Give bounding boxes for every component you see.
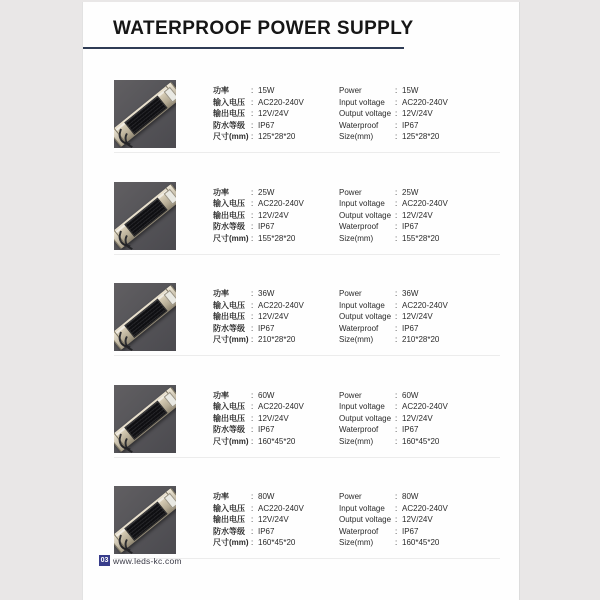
spec-row [213, 300, 304, 312]
spec-value: IP67 [258, 526, 275, 536]
spec-row [213, 120, 304, 132]
spec-value: 160*45*20 [258, 538, 296, 548]
spec-label: Waterproof [339, 222, 379, 232]
spec-label: 防水等级 [213, 120, 245, 130]
product-block [83, 385, 519, 487]
spec-colon: : [395, 289, 398, 298]
device-spec-label [124, 96, 168, 136]
spec-value: 12V/24V [402, 210, 433, 220]
spec-row [339, 198, 448, 210]
spec-colon: : [251, 300, 254, 310]
spec-column-english [339, 390, 448, 448]
spec-colon: : [251, 515, 254, 525]
spec-label: 输入电压 [213, 97, 245, 107]
device-spec-label [124, 400, 168, 440]
spec-label: Output voltage [339, 312, 392, 322]
spec-colon: : [395, 132, 398, 142]
spec-label: Input voltage [339, 402, 385, 412]
spec-label: Power [339, 86, 362, 95]
spec-colon: : [395, 526, 398, 536]
spec-value: IP67 [258, 120, 275, 130]
spec-colon: : [251, 199, 254, 209]
spec-value: 12V/24V [258, 210, 289, 220]
spec-colon: : [395, 436, 398, 446]
spec-row [339, 390, 448, 402]
spec-value: AC220-240V [258, 199, 304, 209]
spec-label: Waterproof [339, 120, 379, 130]
catalog-page [82, 2, 520, 600]
spec-label: 输出电压 [213, 109, 245, 119]
spec-value: IP67 [402, 323, 419, 333]
spec-label: 输入电压 [213, 503, 245, 513]
spec-row [213, 514, 304, 526]
spec-row [213, 390, 304, 402]
spec-colon: : [251, 323, 254, 333]
spec-label: 功率 [213, 289, 229, 298]
product-photo [114, 486, 176, 554]
spec-value: AC220-240V [402, 503, 448, 513]
spec-value: 160*45*20 [402, 538, 440, 548]
spec-colon: : [395, 109, 398, 119]
title-underline-rule [83, 47, 404, 49]
spec-row [213, 210, 304, 222]
spec-row [213, 491, 304, 503]
spec-colon: : [251, 390, 254, 400]
spec-value: IP67 [258, 425, 275, 435]
spec-value: 12V/24V [402, 312, 433, 322]
spec-label: 输出电压 [213, 312, 245, 322]
spec-row [339, 526, 448, 538]
spec-label: Output voltage [339, 515, 392, 525]
spec-column-chinese [213, 85, 304, 143]
product-separator-line [114, 152, 500, 153]
spec-column-chinese [213, 288, 304, 346]
spec-value: IP67 [258, 323, 275, 333]
spec-colon: : [251, 492, 254, 501]
spec-row [339, 311, 448, 323]
spec-value: 12V/24V [258, 109, 289, 119]
spec-colon: : [395, 335, 398, 345]
spec-row [339, 221, 448, 233]
spec-colon: : [395, 390, 398, 400]
spec-colon: : [251, 402, 254, 412]
spec-value: 125*28*20 [402, 132, 440, 142]
spec-label: Input voltage [339, 300, 385, 310]
spec-label: Output voltage [339, 210, 392, 220]
spec-value: 36W [402, 289, 419, 298]
spec-label: Power [339, 187, 362, 197]
spec-column-chinese [213, 491, 304, 549]
spec-row [339, 401, 448, 413]
spec-colon: : [395, 210, 398, 220]
spec-row [339, 323, 448, 335]
spec-row [339, 514, 448, 526]
spec-value: AC220-240V [402, 300, 448, 310]
spec-column-chinese [213, 187, 304, 245]
spec-row [213, 401, 304, 413]
spec-value: 80W [402, 492, 419, 501]
spec-label: 功率 [213, 390, 229, 400]
spec-value: 60W [258, 390, 275, 400]
spec-colon: : [251, 210, 254, 220]
spec-label: 输入电压 [213, 402, 245, 412]
spec-row [339, 288, 448, 300]
spec-row [213, 436, 304, 448]
spec-column-english [339, 85, 448, 143]
spec-label: 防水等级 [213, 323, 245, 333]
product-block [83, 80, 519, 182]
spec-colon: : [251, 538, 254, 548]
spec-value: 25W [258, 187, 275, 197]
page-title: WATERPROOF POWER SUPPLY [113, 18, 414, 39]
spec-value: AC220-240V [402, 199, 448, 209]
page-number-badge: 03 [100, 557, 109, 564]
spec-colon: : [395, 323, 398, 333]
spec-row [213, 311, 304, 323]
spec-colon: : [251, 413, 254, 423]
spec-value: 160*45*20 [402, 436, 440, 446]
product-list [83, 80, 519, 588]
spec-label: 功率 [213, 187, 229, 197]
spec-colon: : [395, 312, 398, 322]
spec-value: 12V/24V [258, 413, 289, 423]
spec-value: 80W [258, 492, 275, 501]
spec-colon: : [251, 120, 254, 130]
spec-value: IP67 [402, 120, 419, 130]
page-footer [99, 555, 182, 566]
spec-label: Size(mm) [339, 132, 374, 142]
spec-row [213, 187, 304, 199]
spec-value: 25W [402, 187, 419, 197]
spec-row [339, 85, 448, 97]
spec-row [213, 413, 304, 425]
device-spec-label [124, 299, 168, 339]
spec-row [213, 323, 304, 335]
spec-row [339, 233, 448, 245]
product-block [83, 283, 519, 385]
spec-row [339, 334, 448, 346]
spec-value: IP67 [258, 222, 275, 232]
spec-colon: : [395, 86, 398, 95]
spec-row [339, 491, 448, 503]
spec-row [213, 85, 304, 97]
spec-colon: : [251, 233, 254, 243]
spec-value: AC220-240V [258, 97, 304, 107]
spec-label: 功率 [213, 86, 229, 95]
spec-label: Size(mm) [339, 538, 374, 548]
spec-value: 15W [402, 86, 419, 95]
spec-label: Size(mm) [339, 335, 374, 345]
spec-colon: : [251, 503, 254, 513]
device-spec-label [124, 502, 168, 542]
spec-row [213, 334, 304, 346]
spec-row [339, 436, 448, 448]
spec-label: Waterproof [339, 526, 379, 536]
product-block [83, 486, 519, 588]
spec-colon: : [251, 425, 254, 435]
spec-value: 12V/24V [402, 515, 433, 525]
spec-value: 60W [402, 390, 419, 400]
spec-row [339, 537, 448, 549]
spec-value: 12V/24V [258, 312, 289, 322]
spec-row [213, 288, 304, 300]
spec-value: AC220-240V [258, 402, 304, 412]
spec-row [339, 108, 448, 120]
spec-value: AC220-240V [402, 402, 448, 412]
spec-row [213, 537, 304, 549]
spec-colon: : [395, 187, 398, 197]
spec-row [339, 210, 448, 222]
spec-value: AC220-240V [258, 503, 304, 513]
spec-row [213, 526, 304, 538]
spec-label: 输出电压 [213, 413, 245, 423]
spec-value: IP67 [402, 222, 419, 232]
spec-label: 防水等级 [213, 222, 245, 232]
spec-value: AC220-240V [258, 300, 304, 310]
spec-row [213, 108, 304, 120]
spec-label: 尺寸(mm) [213, 233, 249, 243]
website-text: www.leds-kc.com [113, 555, 182, 566]
spec-row [339, 187, 448, 199]
spec-value: 12V/24V [402, 413, 433, 423]
spec-colon: : [395, 503, 398, 513]
spec-label: 防水等级 [213, 425, 245, 435]
spec-row [339, 424, 448, 436]
spec-colon: : [395, 402, 398, 412]
spec-colon: : [395, 199, 398, 209]
spec-label: Input voltage [339, 503, 385, 513]
spec-value: 36W [258, 289, 275, 298]
spec-value: IP67 [402, 425, 419, 435]
spec-label: Waterproof [339, 323, 379, 333]
spec-colon: : [251, 187, 254, 197]
spec-label: Waterproof [339, 425, 379, 435]
spec-label: 尺寸(mm) [213, 132, 249, 142]
spec-row [339, 131, 448, 143]
spec-row [339, 97, 448, 109]
spec-colon: : [251, 436, 254, 446]
spec-column-chinese [213, 390, 304, 448]
spec-value: 155*28*20 [402, 233, 440, 243]
spec-row [339, 413, 448, 425]
spec-row [213, 221, 304, 233]
spec-label: Input voltage [339, 199, 385, 209]
spec-label: Output voltage [339, 109, 392, 119]
spec-colon: : [395, 97, 398, 107]
spec-value: AC220-240V [402, 97, 448, 107]
spec-row [213, 233, 304, 245]
spec-value: 155*28*20 [258, 233, 296, 243]
spec-colon: : [251, 335, 254, 345]
spec-colon: : [251, 109, 254, 119]
spec-label: 输出电压 [213, 515, 245, 525]
spec-label: Input voltage [339, 97, 385, 107]
spec-label: 输出电压 [213, 210, 245, 220]
spec-value: IP67 [402, 526, 419, 536]
product-block [83, 182, 519, 284]
spec-colon: : [395, 222, 398, 232]
spec-label: 输入电压 [213, 300, 245, 310]
spec-value: 12V/24V [402, 109, 433, 119]
spec-value: 210*28*20 [258, 335, 296, 345]
product-photo [114, 182, 176, 250]
spec-label: Output voltage [339, 413, 392, 423]
product-photo [114, 385, 176, 453]
spec-row [213, 97, 304, 109]
spec-colon: : [251, 97, 254, 107]
spec-label: Size(mm) [339, 436, 374, 446]
spec-row [339, 503, 448, 515]
spec-colon: : [395, 538, 398, 548]
spec-colon: : [395, 300, 398, 310]
spec-row [213, 503, 304, 515]
spec-label: Power [339, 289, 362, 298]
spec-colon: : [395, 413, 398, 423]
spec-value: 15W [258, 86, 275, 95]
spec-row [213, 131, 304, 143]
spec-colon: : [251, 526, 254, 536]
product-separator-line [114, 457, 500, 458]
product-photo [114, 283, 176, 351]
spec-colon: : [251, 312, 254, 322]
device-spec-label [124, 197, 168, 237]
spec-label: 输入电压 [213, 199, 245, 209]
product-separator-line [114, 355, 500, 356]
spec-colon: : [395, 120, 398, 130]
spec-label: Power [339, 390, 362, 400]
spec-colon: : [395, 515, 398, 525]
spec-label: 尺寸(mm) [213, 436, 249, 446]
spec-row [339, 300, 448, 312]
spec-row [213, 198, 304, 210]
product-photo [114, 80, 176, 148]
product-separator-line [114, 254, 500, 255]
spec-colon: : [251, 132, 254, 142]
spec-label: 功率 [213, 492, 229, 501]
spec-row [213, 424, 304, 436]
spec-label: Size(mm) [339, 233, 374, 243]
spec-column-english [339, 288, 448, 346]
spec-value: 160*45*20 [258, 436, 296, 446]
spec-label: 尺寸(mm) [213, 335, 249, 345]
spec-label: 尺寸(mm) [213, 538, 249, 548]
spec-colon: : [251, 222, 254, 232]
spec-value: 125*28*20 [258, 132, 296, 142]
spec-column-english [339, 187, 448, 245]
spec-colon: : [251, 289, 254, 298]
spec-colon: : [395, 425, 398, 435]
spec-label: Power [339, 492, 362, 501]
spec-value: 12V/24V [258, 515, 289, 525]
spec-label: 防水等级 [213, 526, 245, 536]
spec-row [339, 120, 448, 132]
spec-colon: : [395, 492, 398, 501]
spec-colon: : [395, 233, 398, 243]
spec-colon: : [251, 86, 254, 95]
spec-value: 210*28*20 [402, 335, 440, 345]
spec-column-english [339, 491, 448, 549]
